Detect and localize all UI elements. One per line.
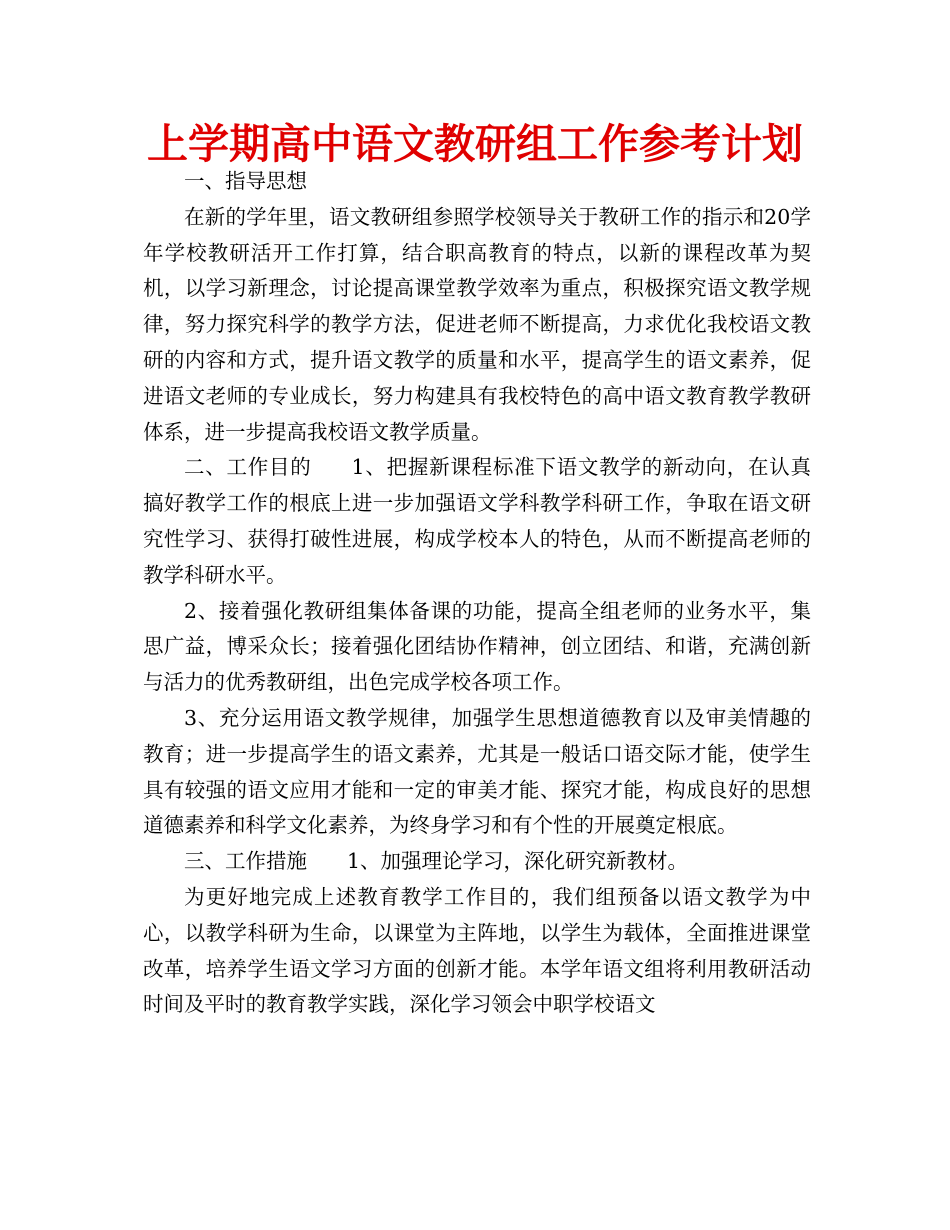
document-body (143, 164, 811, 1023)
document-title: 上学期高中语文教研组工作参考计划 (147, 120, 803, 168)
work-goal-item-3: 3、充分运用语文教学规律，加强学生思想道德教育以及审美情趣的教育；进一步提高学生的语文素养，尤其是一般话口语交际才能，使学生具有较强的语文应用才能和一定的审美才能、探究才能，构成良好的思想道德素养和科学文化素养，为终身学习和有个性的开展奠定根底。 (143, 705, 811, 838)
work-measure-item-1: 1、加强理论学习，深化研究新教材。 (347, 849, 689, 874)
paragraph-work-measures (143, 844, 811, 880)
work-goal-item-1: 1、把握新课程标准下语文教学的新动向，在认真搞好教学工作的根底上进一步加强语文学科教学科研工作，争取在语文研究性学习、获得打破性进展，构成学校本人的特色，从而不断提高老师的教学科研水平。 (143, 455, 811, 587)
section-heading-work-goals: 二、工作目的 (184, 455, 312, 480)
paragraph-work-measures-body: 为更好地完成上述教育教学工作目的，我们组预备以语文教学为中心，以教学科研为生命，以课堂为主阵地，以学生为载体，全面推进课堂改革，培养学生语文学习方面的创新才能。本学年语文组将利用教研活动时间及平时的教育教学实践，深化学习领会中职学校语文 (143, 884, 811, 1017)
paragraph-work-goals (143, 450, 811, 593)
paragraph-guiding-thought: 在新的学年里，语文教研组参照学校领导关于教研工作的指示和20学年学校教研活开工作打算，结合职高教育的特点，以新的课程改革为契机，以学习新理念，讨论提高课堂教学效率为重点，积极探究语文教学规律，努力探究科学的教学方法，促进老师不断提高，力求优化我校语文教研的内容和方式，提升语文教学的质量和水平，提高学生的语文素养，促进语文老师的专业成长，努力构建具有我校特色的高中语文教育教学教研体系，进一步提高我校语文教学质量。 (143, 204, 811, 444)
work-goal-item-2: 2、接着强化教研组集体备课的功能，提高全组老师的业务水平，集思广益，博采众长；接着强化团结协作精神，创立团结、和谐，充满创新与活力的优秀教研组，出色完成学校各项工作。 (143, 598, 811, 695)
section-heading-work-measures: 三、工作措施 (184, 849, 307, 874)
section-heading-guiding-thought: 一、指导思想 (184, 169, 307, 193)
